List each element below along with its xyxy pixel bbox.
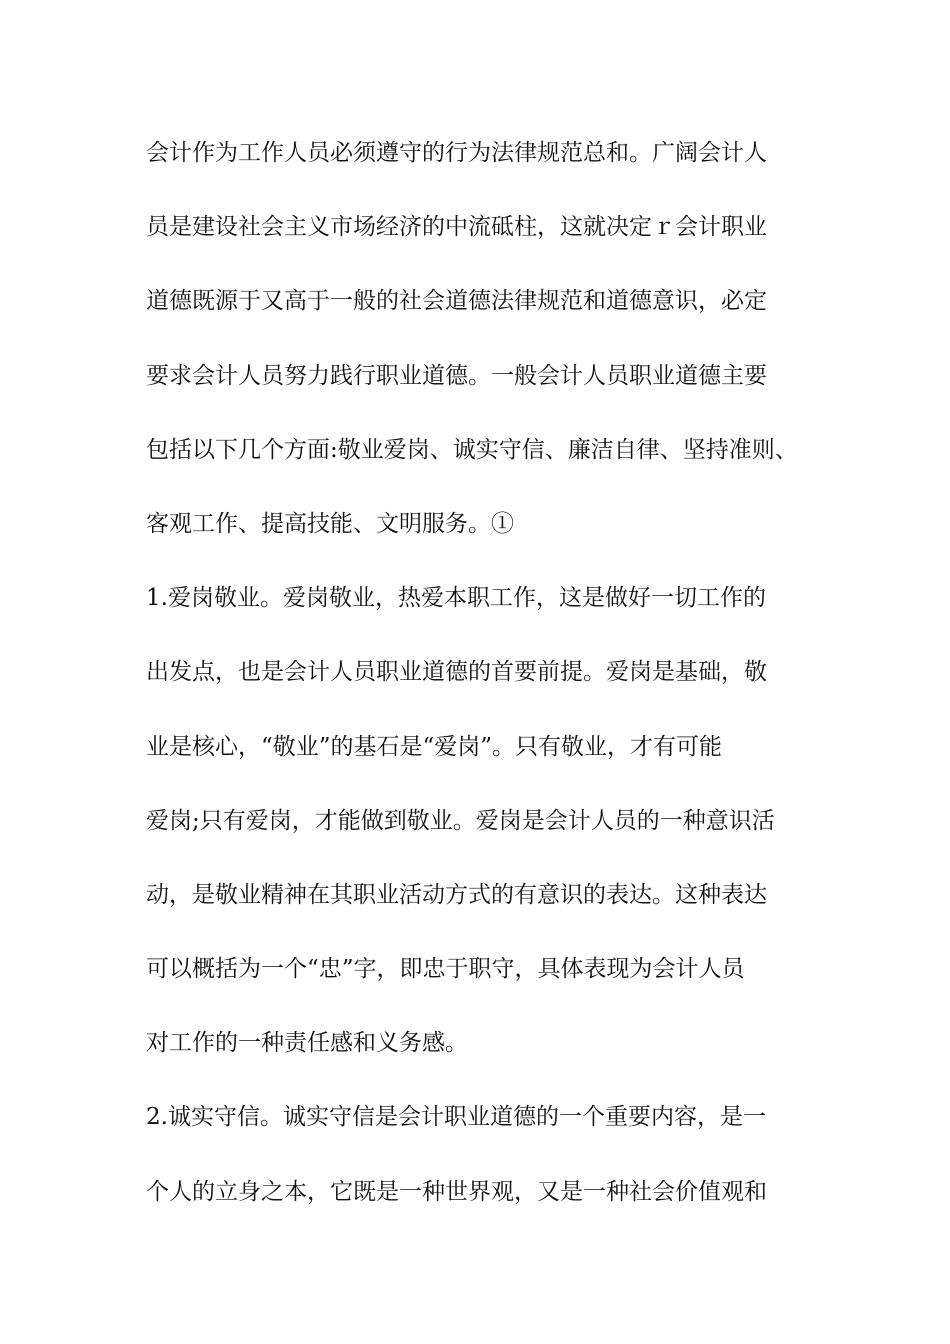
text-line: 要求会计人员努力践行职业道德。一般会计人员职业道德主要	[146, 362, 767, 389]
text-line: 客观工作、提高技能、文明服务。①	[146, 510, 514, 537]
text-line: 可以概括为一个“忠”字，即忠于职守，具体表现为会计人员	[146, 956, 745, 983]
text-line: 对工作的一种责任感和义务感。	[146, 1030, 468, 1057]
text-line: 业是核心，“敬业”的基石是“爱岗”。只有敬业，才有可能	[146, 733, 723, 760]
text-line: 道德既源于又高于一般的社会道德法律规范和道德意识，必定	[146, 288, 767, 315]
text-line: 出发点，也是会计人员职业道德的首要前提。爱岗是基础，敬	[146, 659, 767, 686]
text-line: 爱岗;只有爱岗，才能做到敬业。爱岗是会计人员的一种意识活	[146, 807, 775, 834]
text-line: 1.爱岗敬业。爱岗敬业，热爱本职工作，这是做好一切工作的	[146, 585, 766, 612]
text-line: 个人的立身之本，它既是一种世界观，又是一种社会价值观和	[146, 1178, 767, 1205]
text-line: 员是建设社会主义市场经济的中流砥柱，这就决定ｒ会计职业	[146, 214, 767, 241]
body-text	[146, 131, 826, 1244]
text-line: 2.诚实守信。诚实守信是会计职业道德的一个重要内容，是一	[146, 1104, 766, 1131]
text-line: 会计作为工作人员必须遵守的行为法律规范总和。广阔会计人	[146, 140, 767, 166]
text-line: 动，是敬业精神在其职业活动方式的有意识的表达。这种表达	[146, 881, 767, 908]
text-line: 包括以下几个方面:敬业爱岗、诚实守信、廉洁自律、坚持准则、	[146, 436, 798, 463]
